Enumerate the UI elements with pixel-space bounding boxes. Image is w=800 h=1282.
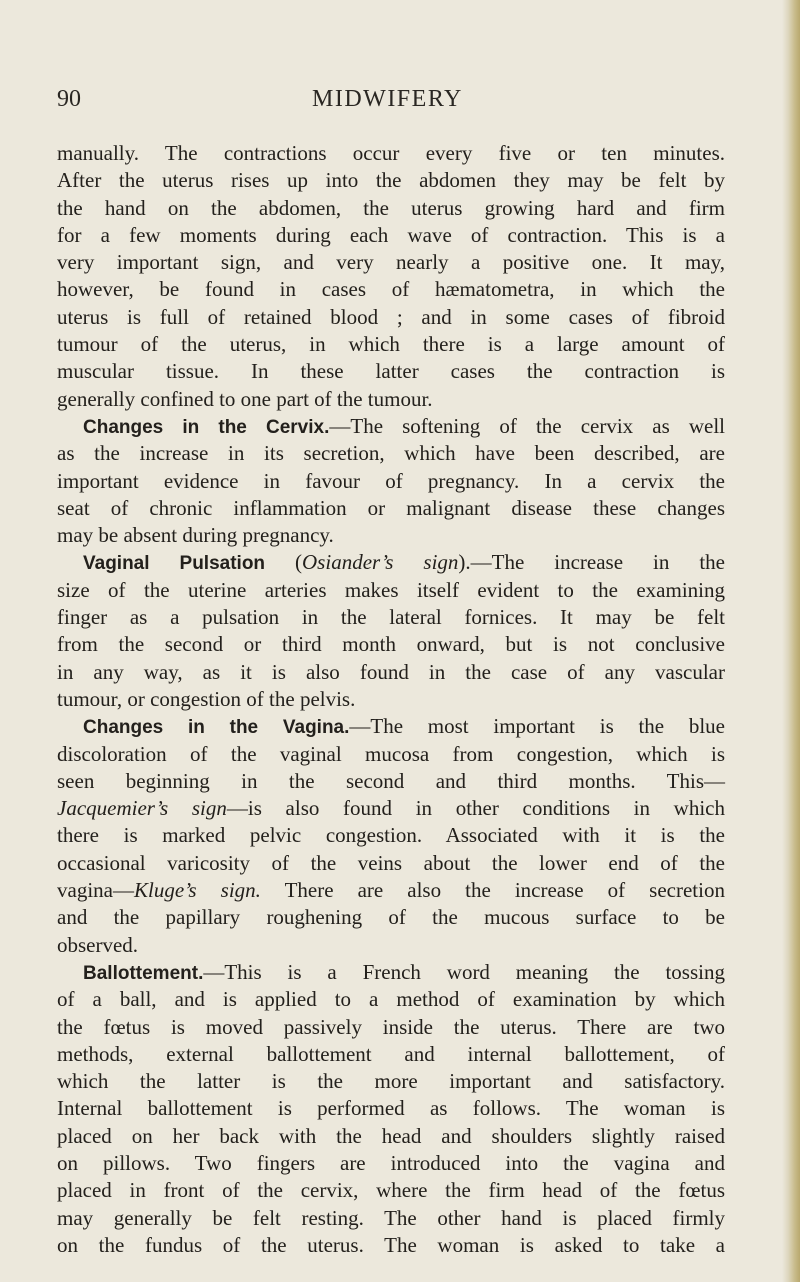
text-run: After the uterus rises up into the abdomen they may be felt by <box>57 168 725 193</box>
section-heading: Changes in the Vagina. <box>83 717 350 739</box>
text-line <box>57 986 725 1013</box>
italic-term: Jacquemier’s sign <box>57 796 227 821</box>
text-run: however, be found in cases of hæmatometra, in which the <box>57 277 725 302</box>
page-edge <box>782 0 800 1282</box>
text-run: ).—The increase in the <box>458 550 725 575</box>
text-line <box>57 1068 725 1095</box>
text-run: and the papillary roughening of the mucous surface to be <box>57 905 725 930</box>
text-run: from the second or third month onward, but is not conclusive <box>57 632 725 657</box>
text-line <box>57 631 725 658</box>
text-line <box>57 1041 725 1068</box>
section-heading: Vaginal Pulsation <box>83 553 266 575</box>
italic-term: Kluge’s sign. <box>133 878 261 903</box>
body-text <box>57 140 725 1259</box>
text-run: discoloration of the vaginal mucosa from congestion, which is <box>57 741 725 766</box>
text-run: —The most important is the blue <box>349 714 725 739</box>
running-title: MIDWIFERY <box>312 86 463 112</box>
text-line <box>57 1177 725 1204</box>
text-line <box>57 904 725 931</box>
text-line <box>57 1014 725 1041</box>
text-line <box>57 140 725 167</box>
text-run: the fœtus is moved passively inside the uterus. There are two <box>57 1014 725 1039</box>
text-line <box>57 959 725 986</box>
text-line <box>57 331 725 358</box>
text-run: important evidence in favour of pregnancy. In a cervix the <box>57 468 725 493</box>
text-line <box>57 222 725 249</box>
text-run: manually. The contractions occur every five or ten minutes. <box>57 141 725 165</box>
text-line <box>57 304 725 331</box>
text-run: muscular tissue. In these latter cases the contraction is <box>57 359 725 384</box>
text-run: in any way, as it is also found in the case of any vascular <box>57 659 725 684</box>
text-run: tumour, or congestion of the pelvis. <box>57 686 356 711</box>
text-line <box>57 249 725 276</box>
text-run: for a few moments during each wave of contraction. This is a <box>57 222 725 247</box>
page-number: 90 <box>57 86 81 112</box>
text-run: the hand on the abdomen, the uterus growing hard and firm <box>57 195 725 220</box>
text-run: Internal ballottement is performed as follows. The woman is <box>57 1096 725 1121</box>
text-run: finger as a pulsation in the lateral fornices. It may be felt <box>57 605 725 630</box>
text-run: methods, external ballottement and internal ballottement, of <box>57 1041 725 1066</box>
text-line <box>57 741 725 768</box>
text-line <box>57 1205 725 1232</box>
text-line <box>57 358 725 385</box>
text-line <box>57 522 725 549</box>
text-run: there is marked pelvic congestion. Associated with it is the <box>57 823 725 848</box>
text-line <box>57 413 725 440</box>
text-run: ( <box>265 550 303 575</box>
text-run: may be absent during pregnancy. <box>57 523 334 548</box>
text-run: generally confined to one part of the tumour. <box>57 386 433 411</box>
section-heading: Ballottement. <box>83 962 204 984</box>
text-line <box>57 1232 725 1259</box>
text-line <box>57 549 725 576</box>
text-run: on pillows. Two fingers are introduced into the vagina and <box>57 1150 725 1175</box>
text-line <box>57 932 725 959</box>
text-run: as the increase in its secretion, which have been described, are <box>57 441 725 466</box>
page-header <box>57 86 717 116</box>
text-run: observed. <box>57 932 139 957</box>
text-line <box>57 713 725 740</box>
text-run: size of the uterine arteries makes itself evident to the examining <box>57 577 725 602</box>
text-line <box>57 659 725 686</box>
text-run: There are also the increase of secretion <box>260 878 725 903</box>
text-run: —The softening of the cervix as well <box>329 413 725 438</box>
text-line <box>57 1095 725 1122</box>
text-line <box>57 1150 725 1177</box>
text-run: very important sign, and very nearly a positive one. It may, <box>57 250 725 275</box>
text-run: —is also found in other conditions in which <box>226 796 725 821</box>
section-heading: Changes in the Cervix. <box>83 416 330 438</box>
text-line <box>57 167 725 194</box>
text-line <box>57 386 725 413</box>
text-line <box>57 877 725 904</box>
text-run: seat of chronic inflammation or malignant disease these changes <box>57 495 725 520</box>
text-line <box>57 686 725 713</box>
text-run: seen beginning in the second and third months. This— <box>57 768 725 793</box>
text-run: placed in front of the cervix, where the firm head of the fœtus <box>57 1178 725 1203</box>
text-run: —This is a French word meaning the tossing <box>203 959 725 984</box>
text-line <box>57 440 725 467</box>
text-line <box>57 795 725 822</box>
text-run: of a ball, and is applied to a method of examination by which <box>57 987 725 1012</box>
text-line <box>57 468 725 495</box>
text-run: uterus is full of retained blood ; and in some cases of fibroid <box>57 304 725 329</box>
text-line <box>57 577 725 604</box>
text-line <box>57 604 725 631</box>
text-run: may generally be felt resting. The other hand is placed firmly <box>57 1205 725 1230</box>
text-run: vagina— <box>57 878 134 903</box>
text-run: tumour of the uterus, in which there is a large amount of <box>57 332 725 357</box>
text-line <box>57 822 725 849</box>
text-line <box>57 768 725 795</box>
text-line <box>57 495 725 522</box>
text-run: occasional varicosity of the veins about the lower end of the <box>57 850 725 875</box>
text-line <box>57 276 725 303</box>
text-line <box>57 1123 725 1150</box>
text-line <box>57 850 725 877</box>
text-run: on the fundus of the uterus. The woman is asked to take a <box>57 1232 725 1257</box>
italic-term: Osiander’s sign <box>302 550 459 575</box>
text-run: placed on her back with the head and shoulders slightly raised <box>57 1123 725 1148</box>
text-line <box>57 195 725 222</box>
text-run: which the latter is the more important and satisfactory. <box>57 1069 725 1094</box>
